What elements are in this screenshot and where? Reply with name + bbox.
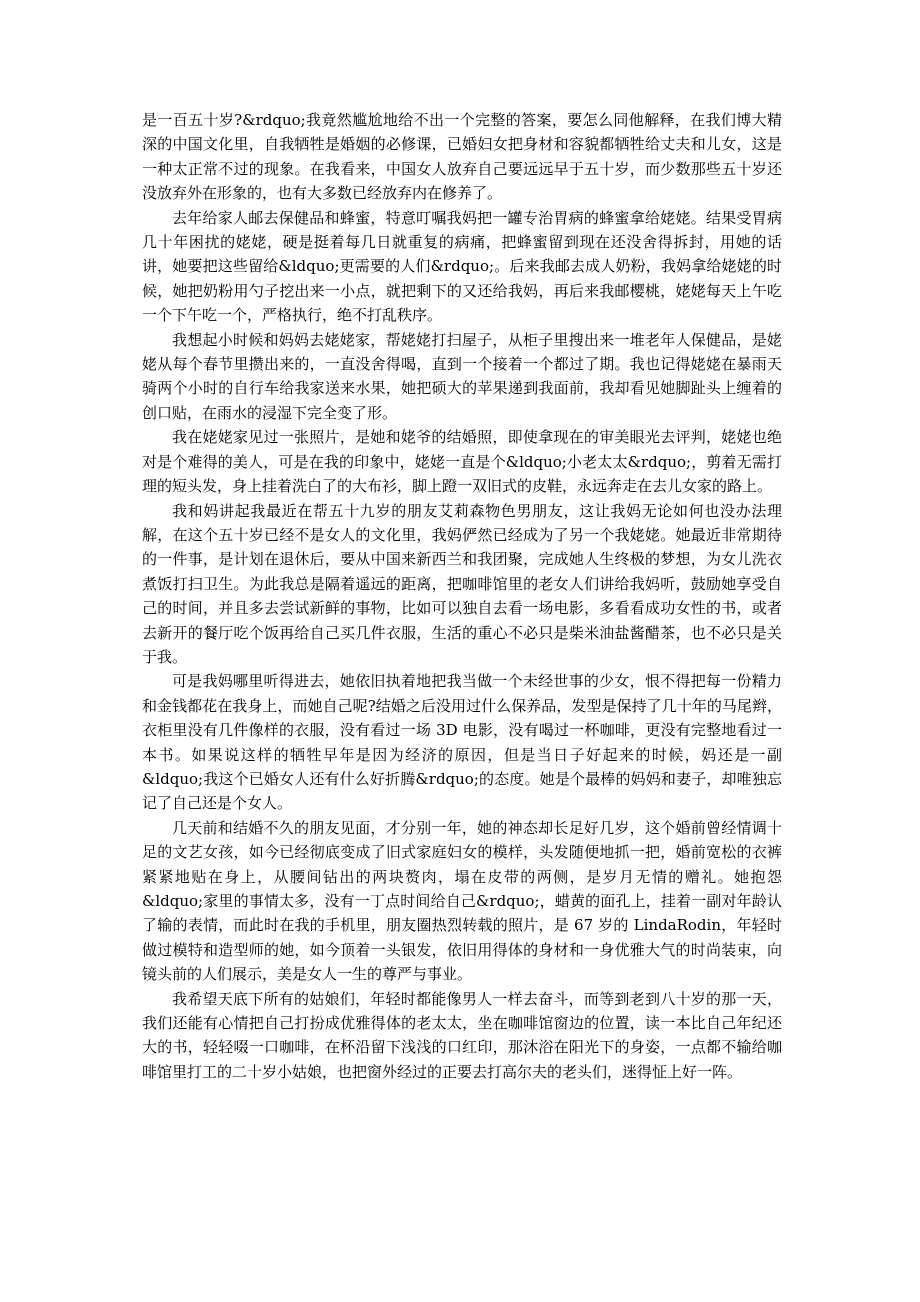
document-body — [142, 108, 782, 1084]
paragraph-1: 是一百五十岁?&rdquo;我竟然尴尬地给不出一个完整的答案，要怎么同他解释，在我们博大精深的中国文化里，自我牺牲是婚姻的必修课，已婚妇女把身材和容貌都牺牲给丈夫和儿女，这是一种太正常不过的现象。在我看来，中国女人放弃自己要远远早于五十岁，而少数那些五十岁还没放弃外在形象的，也有大多数已经放弃内在修养了。 — [142, 111, 782, 203]
paragraph-3: 我想起小时候和妈妈去姥姥家，帮姥姥打扫屋子，从柜子里搜出来一堆老年人保健品，是姥姥从每个春节里攒出来的，一直没舍得喝，直到一个接着一个都过了期。我也记得姥姥在暴雨天骑两个小时的自行车给我家送来水果，她把硕大的苹果递到我面前，我却看见她脚趾头上缠着的创口贴，在雨水的浸湿下完全变了形。 — [142, 330, 782, 422]
paragraph-2: 去年给家人邮去保健品和蜂蜜，特意叮嘱我妈把一罐专治胃病的蜂蜜拿给姥姥。结果受胃病几十年困扰的姥姥，硬是挺着每几日就重复的病痛，把蜂蜜留到现在还没舍得拆封，用她的话讲，她要把这些留给&ldquo;更需要的人们&rdquo;。后来我邮去成人奶粉，我妈拿给姥姥的时候，她把奶粉用勺子挖出来一小点，就把剩下的又还给我妈，再后来我邮樱桃，姥姥每天上午吃一个下午吃一个，严格执行，绝不打乱秩序。 — [142, 208, 782, 325]
paragraph-6: 可是我妈哪里听得进去，她依旧执着地把我当做一个未经世事的少女，恨不得把每一份精力和金钱都花在我身上，而她自己呢?结婚之后没用过什么保养品，发型是保持了几十年的马尾辫，衣柜里没有几件像样的衣服，没有看过一场 3D 电影，没有喝过一杯咖啡，更没有完整地看过一本书。如果说这样的牺牲早年是因为经济的原因，但是当日子好起来的时候，妈还是一副&ldquo;我这个已婚女人还有什么好折腾&rdquo;的态度。她是个最棒的妈妈和妻子，却唯独忘记了自己还是个女人。 — [142, 672, 782, 813]
paragraph-4: 我在姥姥家见过一张照片，是她和姥爷的结婚照，即使拿现在的审美眼光去评判，姥姥也绝对是个难得的美人，可是在我的印象中，姥姥一直是个&ldquo;小老太太&rdquo;，剪着无需打理的短头发，身上挂着洗白了的大布衫，脚上蹬一双旧式的皮鞋，永远奔走在去儿女家的路上。 — [142, 428, 782, 496]
paragraph-8: 我希望天底下所有的姑娘们，年轻时都能像男人一样去奋斗，而等到老到八十岁的那一天，我们还能有心情把自己打扮成优雅得体的老太太，坐在咖啡馆窗边的位置，读一本比自己年纪还大的书，轻轻啜一口咖啡，在杯沿留下浅浅的口红印，那沐浴在阳光下的身姿，一点都不输给咖啡馆里打工的二十岁小姑娘，也把窗外经过的正要去打高尔夫的老头们，迷得怔上好一阵。 — [142, 989, 782, 1081]
paragraph-5: 我和妈讲起我最近在帮五十九岁的朋友艾莉森物色男朋友，这让我妈无论如何也没办法理解，在这个五十岁已经不是女人的文化里，我妈俨然已经成为了另一个我姥姥。她最近非常期待的一件事，是计划在退休后，要从中国来新西兰和我团聚，完成她人生终极的梦想，为女儿洗衣煮饭打扫卫生。为此我总是隔着遥远的距离，把咖啡馆里的老女人们讲给我妈听，鼓励她享受自己的时间，并且多去尝试新鲜的事物，比如可以独自去看一场电影，多看看成功女性的书，或者去新开的餐厅吃个饭再给自己买几件衣服，生活的重心不必只是柴米油盐酱醋茶，也不必只是关于我。 — [142, 501, 782, 666]
paragraph-7: 几天前和结婚不久的朋友见面，才分别一年，她的神态却长足好几岁，这个婚前曾经情调十足的文艺女孩，如今已经彻底变成了旧式家庭妇女的模样，头发随便地抓一把，婚前宽松的衣裤紧紧地贴在身上，从腰间钻出的两块赘肉，塌在皮带的两侧，是岁月无情的赠礼。她抱怨&ldquo;家里的事情太多，没有一丁点时间给自己&rdquo;，蜡黄的面孔上，挂着一副对年龄认了输的表情，而此时在我的手机里，朋友圈热烈转载的照片，是 67 岁的 LindaRodin，年轻时做过模特和造型师的她，如今顶着一头银发，依旧用得体的身材和一身优雅大气的时尚装束，向镜头前的人们展示，美是女人一生的尊严与事业。 — [142, 818, 782, 984]
